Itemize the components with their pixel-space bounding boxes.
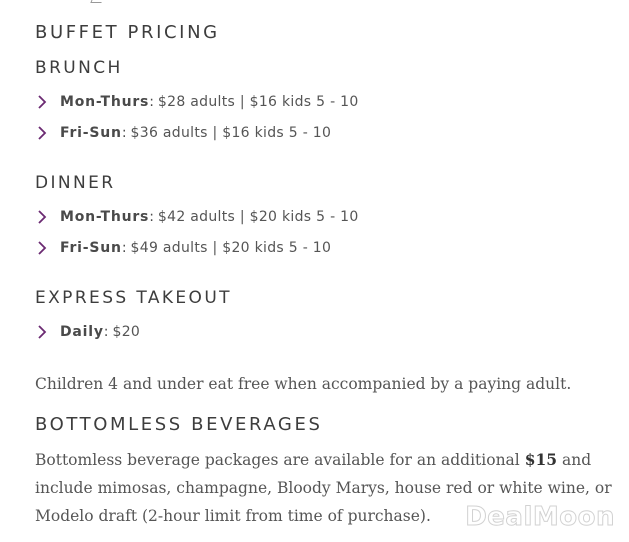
day-label: Mon-Thurs (60, 94, 150, 110)
label-separator: : (121, 125, 127, 141)
chevron-right-icon (35, 209, 53, 225)
bottomless-text-before: Bottomless beverage packages are available for an additional (35, 451, 525, 469)
label-separator: : (121, 240, 127, 256)
express-takeout-heading: EXPRESS TAKEOUT (35, 288, 232, 308)
bottomless-price: $15 (524, 450, 558, 469)
price-value: $28 adults | $16 kids 5 - 10 (157, 94, 359, 110)
label-separator: : (149, 209, 154, 225)
day-label: Mon-Thurs (60, 209, 150, 225)
bottomless-beverages-heading: BOTTOMLESS BEVERAGES (35, 414, 323, 435)
chevron-right-icon (35, 125, 53, 141)
brunch-row-fri-sun (35, 124, 331, 142)
price-value: $42 adults | $20 kids 5 - 10 (157, 209, 359, 225)
price-value: $36 adults | $16 kids 5 - 10 (130, 125, 332, 141)
clipped-text-fragment (90, 0, 104, 3)
brunch-row-mon-thurs (35, 93, 359, 111)
takeout-row-daily (35, 323, 140, 341)
children-free-note: Children 4 and under eat free when accompanied by a paying adult. (35, 375, 572, 393)
chevron-right-icon (35, 94, 53, 110)
price-value: $49 adults | $20 kids 5 - 10 (130, 240, 332, 256)
label-separator: : (149, 94, 154, 110)
dinner-row-mon-thurs (35, 208, 359, 226)
label-separator: : (103, 324, 109, 340)
chevron-right-icon (35, 240, 53, 256)
chevron-right-icon (35, 324, 53, 340)
dealmoon-watermark: DealMoon (465, 502, 615, 532)
dinner-row-fri-sun (35, 239, 331, 257)
buffet-pricing-heading: BUFFET PRICING (35, 22, 220, 43)
day-label: Daily (60, 324, 104, 340)
brunch-heading: BRUNCH (35, 58, 123, 78)
day-label: Fri-Sun (60, 125, 122, 141)
day-label: Fri-Sun (60, 240, 122, 256)
price-value: $20 (112, 324, 141, 340)
bottomless-text-after: and include mimosas, champagne, Bloody Marys, house red or white wine, or Modelo draft (2-hour limit from time of purchase). (35, 451, 612, 525)
dinner-heading: DINNER (35, 173, 116, 193)
